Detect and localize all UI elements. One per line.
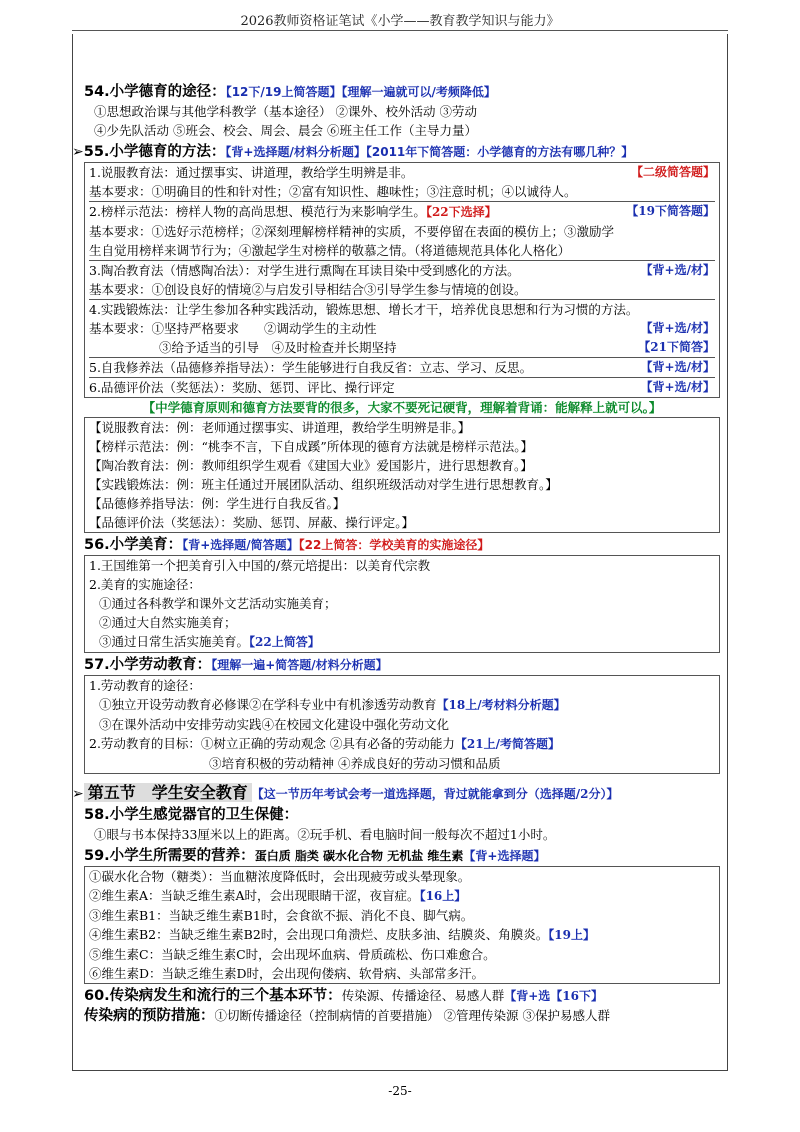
method-1-tag: 【二级简答题】 xyxy=(630,165,715,179)
example-4: 【实践锻炼法：例：班主任通过开展团队活动、组织班级活动对学生进行思想教育。】 xyxy=(89,477,558,492)
nutrient-item: ⑥维生素D：当缺乏维生素D时，会出现佝偻病、软骨病、头部常多汗。 xyxy=(89,966,485,981)
method-2-tag-a: 【22下选择】 xyxy=(425,205,497,219)
page-header-title: 2026教师资格证笔试《小学——教育教学知识与能力》 xyxy=(240,14,560,29)
tag-56-c: 【22上简答】 xyxy=(249,635,320,649)
nutrient-item: ②维生素A：当缺乏维生素A时，会出现眼睛干涩，夜盲症。 xyxy=(89,888,420,903)
line-57-4: 2.劳动教育的目标：①树立正确的劳动观念 ②具有必备的劳动能力 xyxy=(89,736,455,751)
chapter-5-title: 第五节 学生安全教育 xyxy=(84,783,252,802)
tag-55-a: 【背+选择题/材料分析题】 xyxy=(225,145,366,159)
nutrient-item: ⑤维生素C：当缺乏维生素C时，会出现坏血病、骨质疏松、伤口难愈合。 xyxy=(89,947,496,962)
line-57-2: ①独立开设劳动教育必修课②在学科专业中有机渗透劳动教育 xyxy=(99,697,437,712)
methods-box xyxy=(84,162,720,398)
method-2-req-2: 生自觉用榜样来调节行为；④激起学生对榜样的敬慕之情。（将道德规范具体化人格化） xyxy=(89,243,571,258)
heading-55: 55.小学德育的方法： xyxy=(83,144,226,160)
labor-box xyxy=(84,675,720,774)
line-60-2: ①切断传播途径（控制病情的首要措施） ②管理传染源 ③保护易感人群 xyxy=(214,1008,610,1023)
line-56-1: 1.王国维第一个把美育引入中国的/蔡元培提出：以美育代宗教 xyxy=(89,558,431,573)
method-3-title: 3.陶冶教育法（情感陶冶法）：对学生进行熏陶在耳读目染中受到感化的方法。 xyxy=(89,263,520,278)
line-56-5: ③通过日常生活实施美育。 xyxy=(99,634,250,649)
section-55 xyxy=(72,142,720,533)
method-4 xyxy=(89,299,715,357)
line-54-1: ①思想政治课与其他学科教学（基本途径） ②课外、校外活动 ③劳动 xyxy=(94,104,477,119)
line-58-1: ①眼与书本保持33厘米以上的距离。②玩手机、看电脑时间一般每次不超过1小时。 xyxy=(94,827,556,842)
method-5-title: 5.自我修养法（品德修养指导法）：学生能够进行自我反省：立志、学习、反思。 xyxy=(89,360,533,375)
heading-56: 56.小学美育： xyxy=(84,537,183,553)
nutrient-item: ①碳水化合物（糖类）：当血糖浓度降低时，会出现疲劳或头晕现象。 xyxy=(89,869,471,884)
method-6-tag: 【背+选/材】 xyxy=(640,380,715,394)
nutrition-box xyxy=(84,866,720,984)
method-4-tag-a: 【背+选/材】 xyxy=(640,321,715,335)
heading-60: 60.传染病发生和流行的三个基本环节： xyxy=(84,988,342,1004)
section-59 xyxy=(84,846,720,984)
method-6-title: 6.品德评价法（奖惩法）：奖励、惩罚、评比、操行评定 xyxy=(89,380,395,395)
method-3-req: 基本要求：①创设良好的情境②与启发引导相结合③引导学生参与情境的创设。 xyxy=(89,282,527,297)
method-4-tag-b: 【21下简答】 xyxy=(638,340,715,354)
method-4-req-2: ③给予适当的引导 ④及时检查并长期坚持 xyxy=(159,340,397,355)
section-58 xyxy=(84,805,720,844)
method-4-title: 4.实践锻炼法：让学生参加各种实践活动，锻炼思想、增长才干，培养优良思想和行为习惯的方法。 xyxy=(89,302,639,317)
tag-57: 【理解一遍+简答题/材料分析题】 xyxy=(211,658,388,672)
section-56 xyxy=(84,535,720,653)
arrow-icon: ➢ xyxy=(72,144,84,160)
nutrients-list: 蛋白质 脂类 碳水化合物 无机盐 维生素 xyxy=(254,849,464,863)
nutrient-tag: 【16上】 xyxy=(419,889,467,903)
section-60 xyxy=(84,986,720,1026)
method-2 xyxy=(89,201,715,260)
method-3-tag: 【背+选/材】 xyxy=(640,263,715,277)
chapter-5-header xyxy=(72,780,720,803)
method-2-tag-b: 【19下简答题】 xyxy=(626,204,715,218)
note-green: 【中学德育原则和德育方法要背的很多，大家不要死记硬背，理解着背诵：能解释上就可以。】 xyxy=(142,400,662,415)
line-60-1: 传染源、传播途径、易感人群 xyxy=(341,988,505,1003)
method-5 xyxy=(89,357,715,377)
tag-57-b: 【18上/考材料分析题】 xyxy=(436,698,566,712)
line-56-3: ①通过各科教学和课外文艺活动实施美育； xyxy=(99,596,337,611)
line-57-1: 1.劳动教育的途径： xyxy=(89,678,201,693)
section-54 xyxy=(84,82,720,140)
line-56-4: ②通过大自然实施美育； xyxy=(99,615,237,630)
tag-55-b: 【2011年下简答题：小学德育的方法有哪几种？】 xyxy=(365,145,634,159)
nutrient-item: ③维生素B1：当缺乏维生素B1时，会食欲不振、消化不良、脚气病。 xyxy=(89,908,474,923)
tag-57-c: 【21上/考简答题】 xyxy=(454,737,560,751)
method-1-title: 1.说服教育法：通过摆事实、讲道理，教给学生明辨是非。 xyxy=(89,165,414,180)
line-56-2: 2.美育的实施途径： xyxy=(89,577,201,592)
tag-59: 【背+选择题】 xyxy=(463,849,546,863)
line-57-3: ③在课外活动中安排劳动实践④在校园文化建设中强化劳动文化 xyxy=(99,717,450,732)
method-6 xyxy=(89,377,715,397)
line-57-5: ③培育积极的劳动精神 ④养成良好的劳动习惯和品质 xyxy=(209,756,501,771)
aesthetic-box xyxy=(84,555,720,653)
heading-54: 54.小学德育的途径： xyxy=(84,84,226,100)
example-2: 【榜样示范法：例：“桃李不言，下自成蹊”所体现的德育方法就是榜样示范法。】 xyxy=(89,439,534,454)
example-3: 【陶冶教育法：例：教师组织学生观看《建国大业》爱国影片，进行思想教育。】 xyxy=(89,458,533,473)
example-5: 【品德修养指导法：例：学生进行自我反省。】 xyxy=(89,496,346,511)
nutrient-item: ④维生素B2：当缺乏维生素B2时，会出现口角溃烂、皮肤多油、结膜炎、角膜炎。 xyxy=(89,927,549,942)
method-4-req-1: 基本要求：①坚持严格要求 ②调动学生的主动性 xyxy=(89,321,377,336)
example-6: 【品德评价法（奖惩法）：奖励、惩罚、屏蔽、操行评定。】 xyxy=(89,515,415,530)
method-2-title: 2.榜样示范法：榜样人物的高尚思想、模范行为来影响学生。 xyxy=(89,204,426,219)
page-content xyxy=(72,82,720,1026)
method-5-tag: 【背+选/材】 xyxy=(640,360,715,374)
method-3 xyxy=(89,260,715,299)
example-1: 【说服教育法：例：老师通过摆事实、讲道理，教给学生明辨是非。】 xyxy=(89,420,471,435)
heading-59: 59.小学生所需要的营养： xyxy=(84,848,255,864)
chapter-5-tag: 【这一节历年考试会考一道选择题，背过就能拿到分（选择题/2分）】 xyxy=(251,787,619,801)
heading-57: 57.小学劳动教育： xyxy=(84,657,212,673)
nutrient-tag: 【19上】 xyxy=(548,928,595,942)
method-1 xyxy=(89,163,715,201)
tag-56-b: 【22上简答：学校美育的实施途径】 xyxy=(298,538,490,552)
tag-60: 【背+选【16下】 xyxy=(504,989,603,1003)
header-rule xyxy=(72,30,728,31)
tag-54: 【12下/19上简答题】【理解一遍就可以/考频降低】 xyxy=(225,85,496,99)
method-2-req-1: 基本要求：①选好示范榜样；②深刻理解榜样精神的实质，不要停留在表面的模仿上；③激励学 xyxy=(89,224,615,239)
arrow-icon: ➢ xyxy=(72,786,84,802)
heading-60-b: 传染病的预防措施： xyxy=(84,1008,215,1024)
tag-56-a: 【背+选择题/简答题】 xyxy=(182,538,299,552)
line-54-2: ④少先队活动 ⑤班会、校会、周会、晨会 ⑥班主任工作（主导力量） xyxy=(94,123,477,138)
heading-58: 58.小学生感觉器官的卫生保健： xyxy=(84,807,299,823)
examples-box xyxy=(84,417,720,533)
page-number: -25- xyxy=(388,1084,412,1098)
method-1-req: 基本要求：①明确目的性和针对性；②富有知识性、趣味性；③注意时机；④以诚待人。 xyxy=(89,184,577,199)
section-57 xyxy=(84,655,720,774)
